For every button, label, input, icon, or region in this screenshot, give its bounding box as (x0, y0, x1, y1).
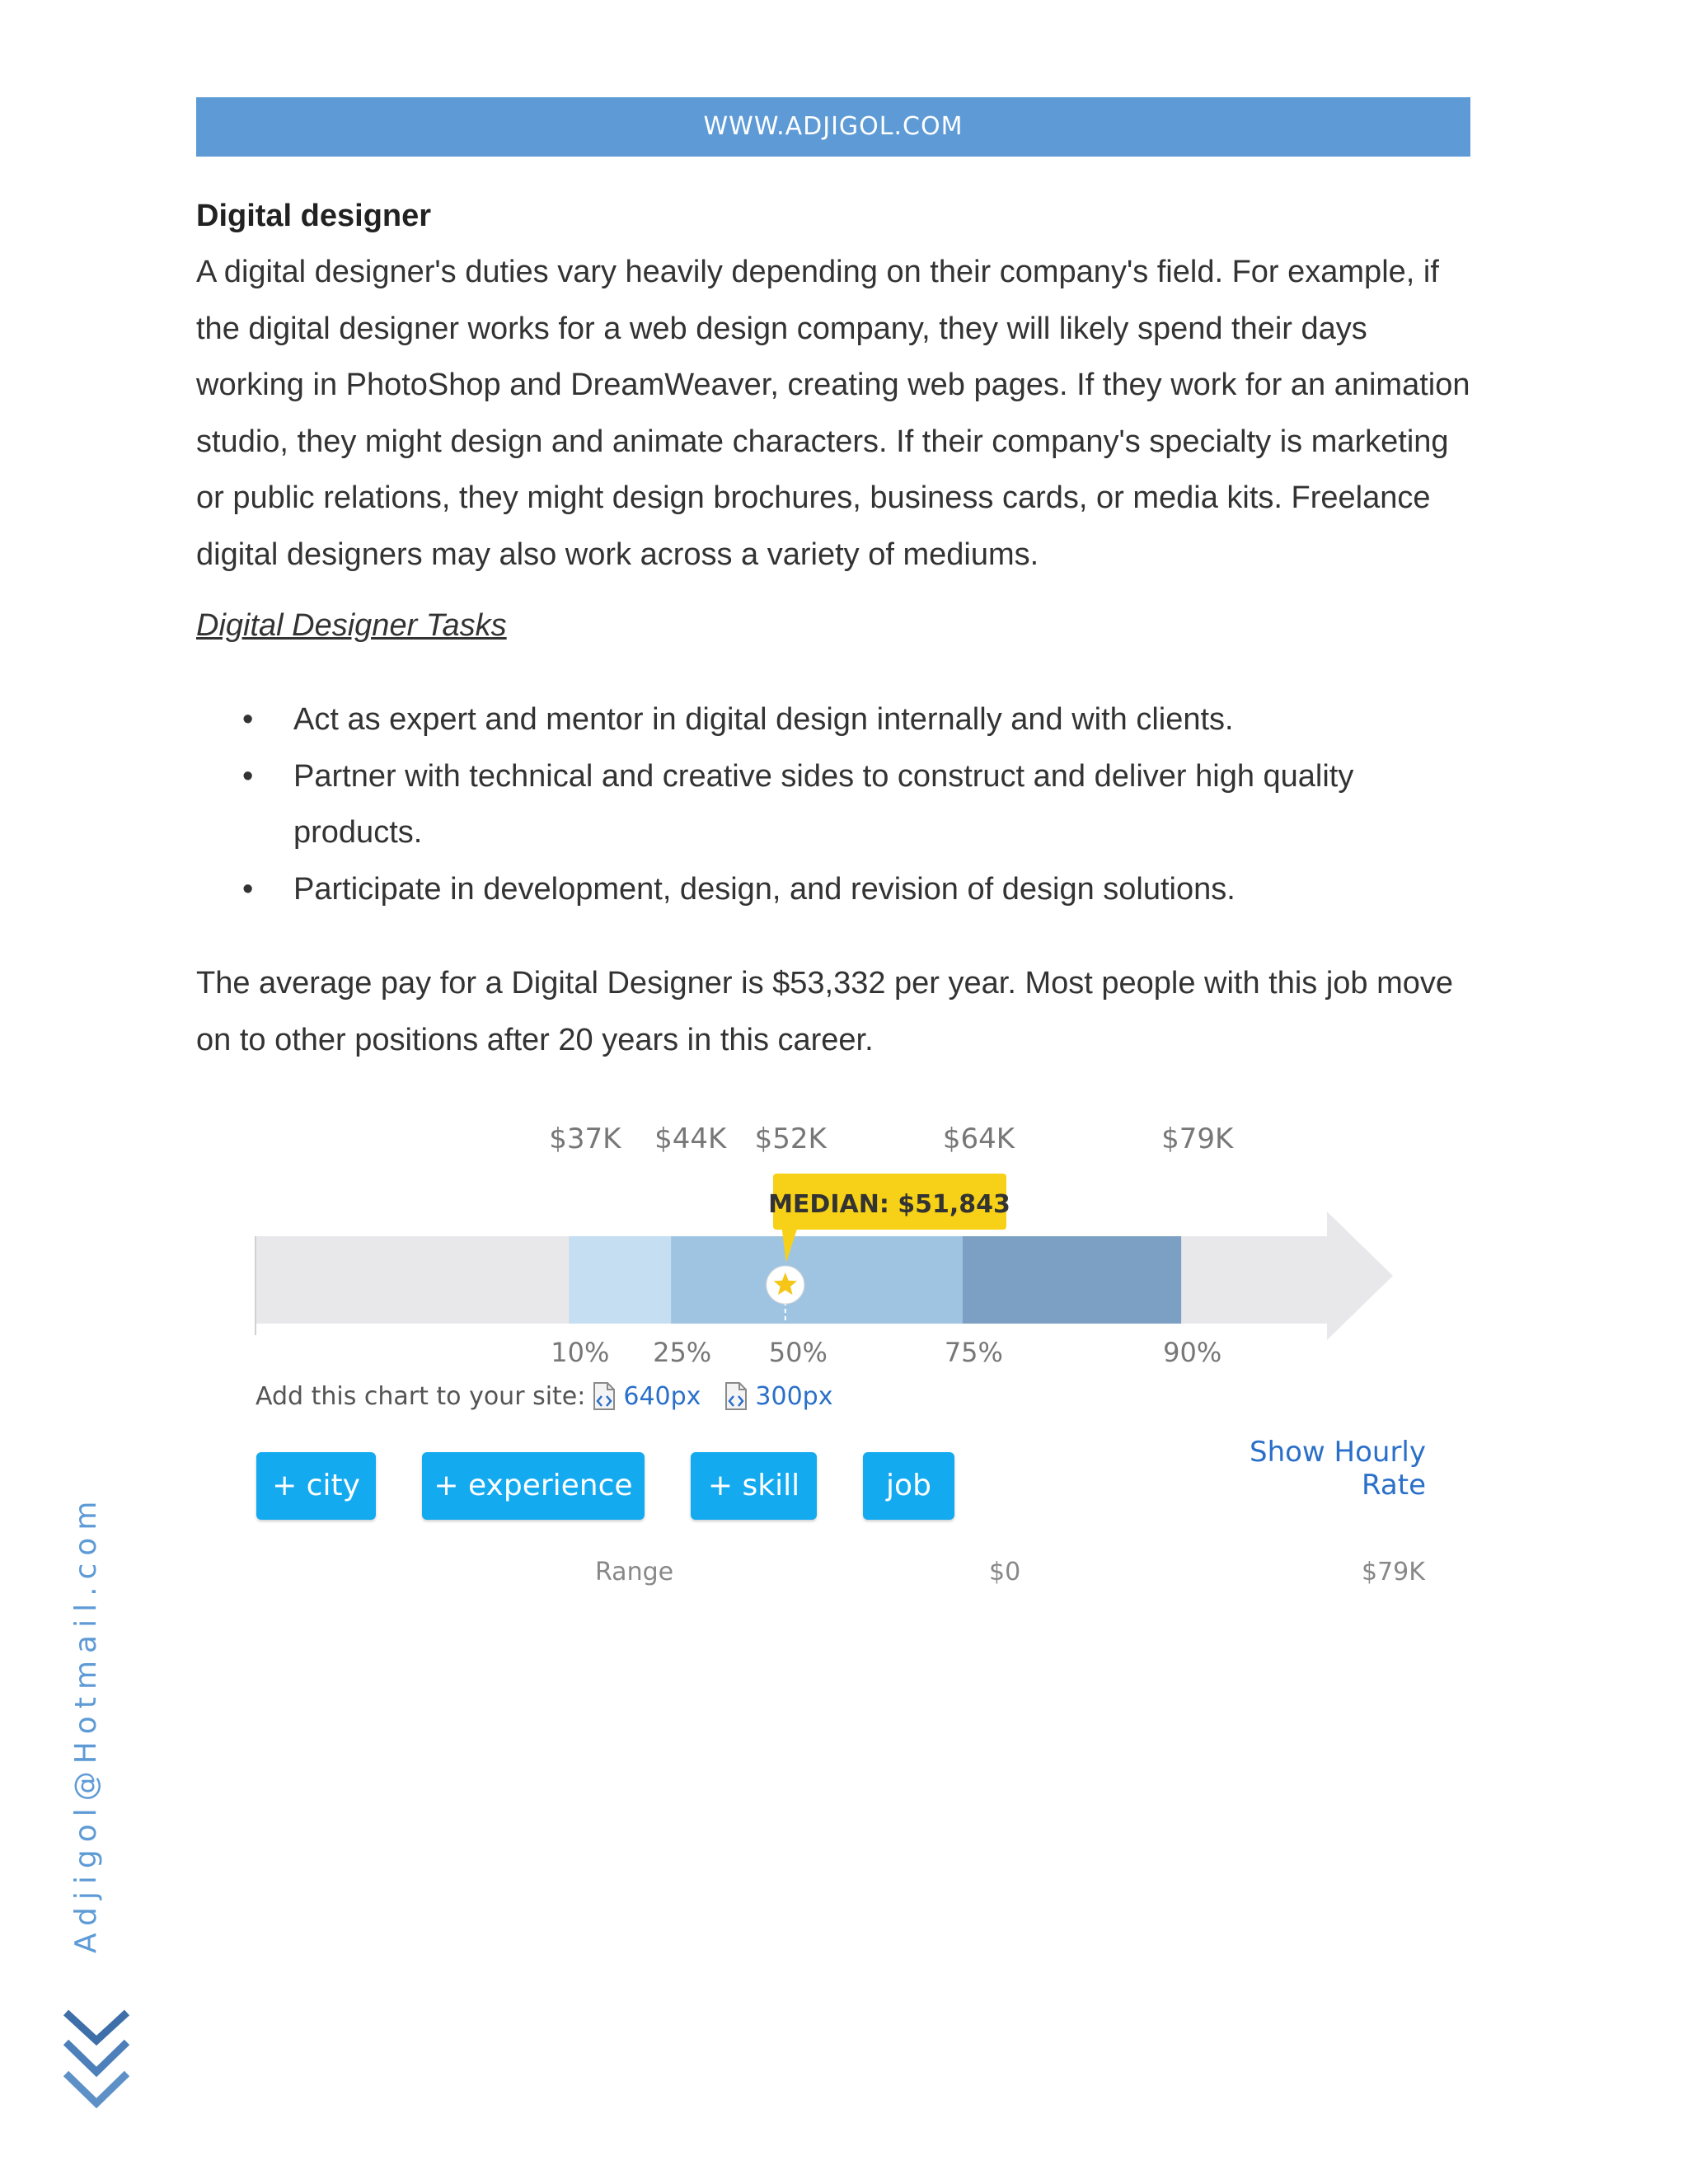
list-item (196, 861, 1482, 918)
range-label: Range (595, 1558, 674, 1586)
bullet-glyph: • (242, 702, 254, 737)
tasks-list (196, 691, 1482, 917)
embed-300-link[interactable] (724, 1381, 832, 1411)
chart-band-10-25 (569, 1236, 671, 1324)
site-header-bar (196, 97, 1470, 157)
range-min-value: $0 (989, 1558, 1021, 1586)
percentile-label: 90% (1163, 1337, 1222, 1368)
add-city-button[interactable]: + city (256, 1452, 376, 1520)
article-title: Digital designer (196, 199, 432, 233)
code-file-icon (724, 1381, 748, 1411)
embed-label: Add this chart to your site: (256, 1381, 586, 1411)
chart-band-25-75 (671, 1236, 963, 1324)
triple-chevron-down-icon (59, 2008, 134, 2115)
site-url: WWW.ADJIGOL.COM (703, 112, 964, 141)
side-email-text: Adjigol@Hotmail.com (69, 1493, 103, 1953)
bullet-glyph: • (242, 871, 254, 907)
percentile-label: 25% (653, 1337, 712, 1368)
salary-label: $44K (654, 1122, 727, 1155)
embed-640-link[interactable] (592, 1381, 701, 1411)
percentile-label: 50% (768, 1337, 828, 1368)
range-max-value: $79K (1362, 1558, 1425, 1586)
list-item (196, 748, 1482, 861)
embed-300-label: 300px (755, 1381, 833, 1411)
intro-paragraph: A digital designer's duties vary heavily depending on their company's field. For example, if the digital designer works for a web design company, they will likely spend their days working in PhotoShop and DreamWeaver, creating web pages. If they work for an animation studio, they might design and animate characters. If their company's specialty is marketing or public relations, they might design brochures, business cards, or media kits. Freelance digital designers may also work across a variety of mediums. (196, 255, 1470, 572)
salary-chart (247, 1113, 1451, 1607)
percentile-label: 75% (944, 1337, 1003, 1368)
job-button[interactable]: job (863, 1452, 954, 1520)
salary-label: $37K (549, 1122, 621, 1155)
task-text: Participate in development, design, and revision of design solutions. (293, 871, 1236, 907)
bullet-glyph: • (242, 758, 254, 794)
salary-chart-svg (247, 1113, 1451, 1376)
task-text: Partner with technical and creative sides to construct and deliver high quality products. (293, 758, 1354, 850)
code-file-icon (592, 1381, 617, 1411)
salary-label: $52K (754, 1122, 827, 1155)
add-skill-button[interactable]: + skill (691, 1452, 817, 1520)
tasks-heading: Digital Designer Tasks (196, 608, 507, 643)
article-body (196, 188, 1482, 1068)
add-experience-button[interactable]: + experience (422, 1452, 645, 1520)
salary-label: $64K (942, 1122, 1015, 1155)
show-hourly-rate-link[interactable]: Show Hourly Rate (1249, 1436, 1426, 1502)
pay-paragraph: The average pay for a Digital Designer is $53,332 per year. Most people with this job move on to other positions after 20 years in this career. (196, 966, 1454, 1057)
salary-label: $79K (1161, 1122, 1234, 1155)
chart-band-75-90 (963, 1236, 1181, 1324)
median-label: MEDIAN: $51,843 (768, 1190, 1010, 1219)
embed-chart-row (256, 1378, 832, 1414)
percentile-label: 10% (551, 1337, 610, 1368)
list-item (196, 691, 1482, 748)
embed-640-label: 640px (623, 1381, 701, 1411)
task-text: Act as expert and mentor in digital design internally and with clients. (293, 702, 1234, 737)
